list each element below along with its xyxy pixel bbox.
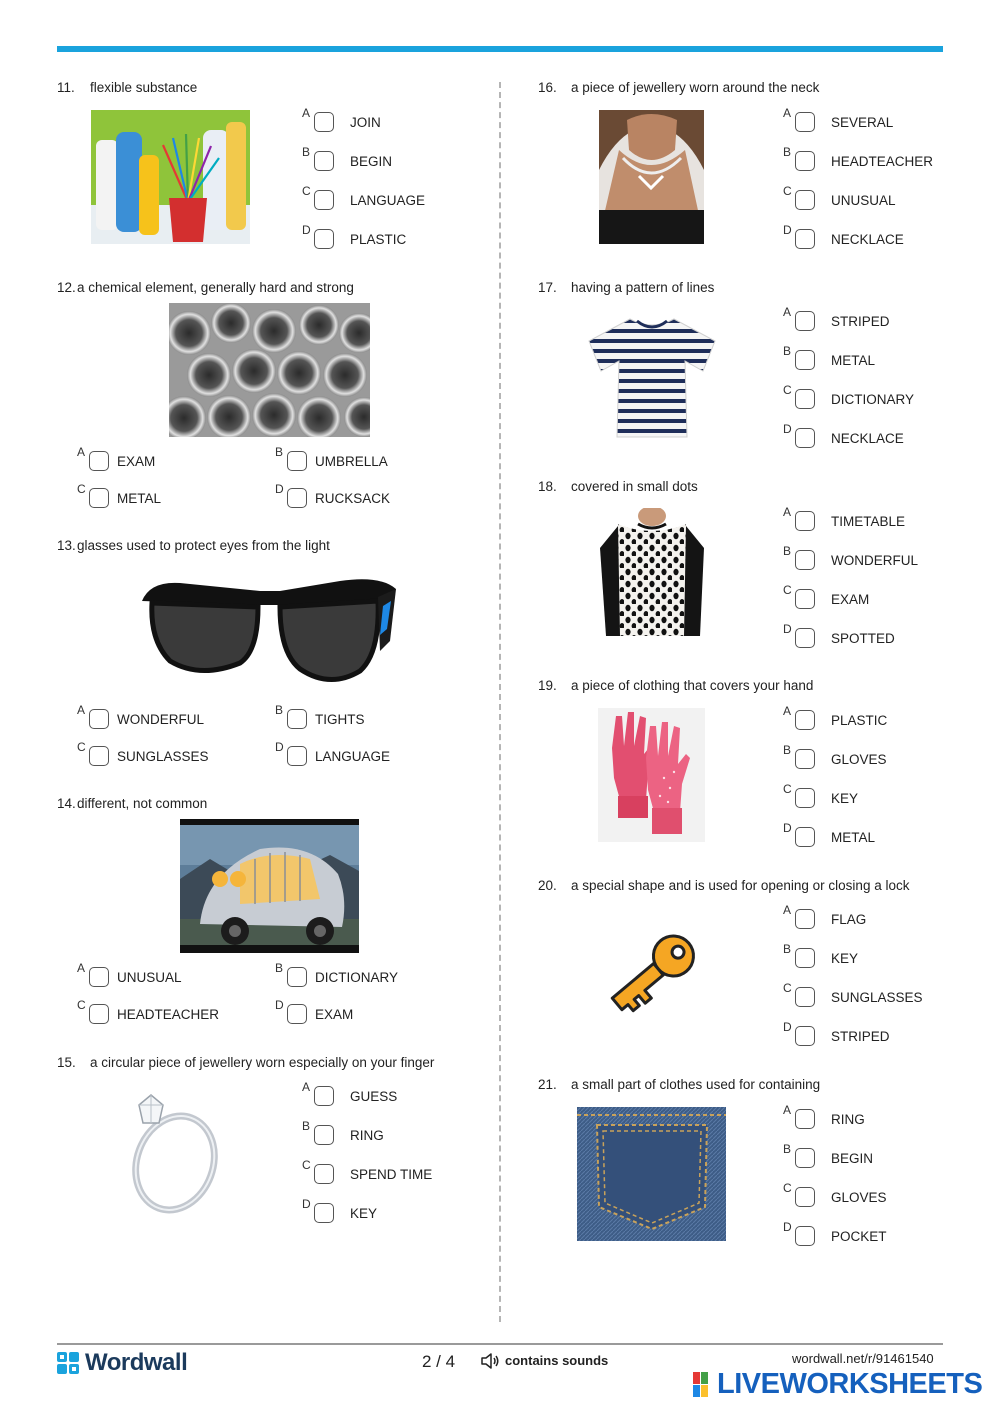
necklace-image [599,110,704,244]
spotted-shirt-image [588,508,717,642]
checkbox[interactable] [89,967,109,987]
checkbox[interactable] [795,589,815,609]
checkbox[interactable] [795,151,815,171]
wordwall-grid-icon [57,1352,79,1374]
question-text: 18. covered in small dots [538,479,698,494]
speaker-icon [480,1352,500,1370]
checkbox[interactable] [287,709,307,729]
question-text: 21. a small part of clothes used for containing [538,1077,821,1092]
checkbox[interactable] [795,1109,815,1129]
footer-divider [57,1343,943,1345]
column-divider [499,82,501,1322]
car-house-image [180,819,359,953]
checkbox[interactable] [795,909,815,929]
checkbox[interactable] [314,151,334,171]
checkbox[interactable] [287,967,307,987]
checkbox[interactable] [314,229,334,249]
checkbox[interactable] [795,550,815,570]
checkbox[interactable] [287,1004,307,1024]
liveworksheets-mark-icon [693,1372,717,1398]
gloves-image [598,708,705,842]
checkbox[interactable] [314,1203,334,1223]
checkbox[interactable] [795,112,815,132]
question-text: 14.different, not common [57,796,208,811]
checkbox[interactable] [795,749,815,769]
question-text: 16. a piece of jewellery worn around the neck [538,80,820,95]
checkbox[interactable] [314,1125,334,1145]
top-accent-bar [57,46,943,52]
checkbox[interactable] [795,311,815,331]
checkbox[interactable] [287,488,307,508]
checkbox[interactable] [795,788,815,808]
sunglasses-image [140,561,398,695]
checkbox[interactable] [795,190,815,210]
checkbox[interactable] [287,451,307,471]
checkbox[interactable] [795,389,815,409]
checkbox[interactable] [795,710,815,730]
checkbox[interactable] [795,628,815,648]
checkbox[interactable] [314,1086,334,1106]
checkbox[interactable] [795,1148,815,1168]
checkbox[interactable] [795,987,815,1007]
checkbox[interactable] [795,948,815,968]
checkbox[interactable] [89,1004,109,1024]
checkbox[interactable] [795,1226,815,1246]
checkbox[interactable] [314,1164,334,1184]
checkbox[interactable] [795,428,815,448]
checkbox[interactable] [795,229,815,249]
checkbox[interactable] [89,451,109,471]
metal-pipes-image [169,303,370,437]
checkbox[interactable] [314,112,334,132]
pocket-image [577,1107,726,1241]
checkbox[interactable] [795,827,815,847]
checkbox[interactable] [795,1187,815,1207]
checkbox[interactable] [795,350,815,370]
checkbox[interactable] [795,1026,815,1046]
question-text: 17. having a pattern of lines [538,280,715,295]
question-text: 11. flexible substance [57,80,198,95]
page-number: 2 / 4 [422,1352,456,1371]
key-image [598,920,706,1028]
liveworksheets-watermark: LIVEWORKSHEETS [693,1370,993,1402]
checkbox[interactable] [795,511,815,531]
question-text: 15. a circular piece of jewellery worn especially on your finger [57,1055,435,1070]
striped-shirt-image [585,309,719,443]
checkbox[interactable] [287,746,307,766]
activity-url[interactable]: wordwall.net/r/91461540 [792,1351,934,1366]
question-text: 13.glasses used to protect eyes from the light [57,538,330,553]
question-text: 12.a chemical element, generally hard and strong [57,280,354,295]
checkbox[interactable] [89,746,109,766]
question-text: 19. a piece of clothing that covers your hand [538,678,814,693]
checkbox[interactable] [89,488,109,508]
ring-image [117,1085,222,1219]
question-text: 20. a special shape and is used for opening or closing a lock [538,878,910,893]
checkbox[interactable] [89,709,109,729]
checkbox[interactable] [314,190,334,210]
plastic-bottles-image [91,110,250,244]
